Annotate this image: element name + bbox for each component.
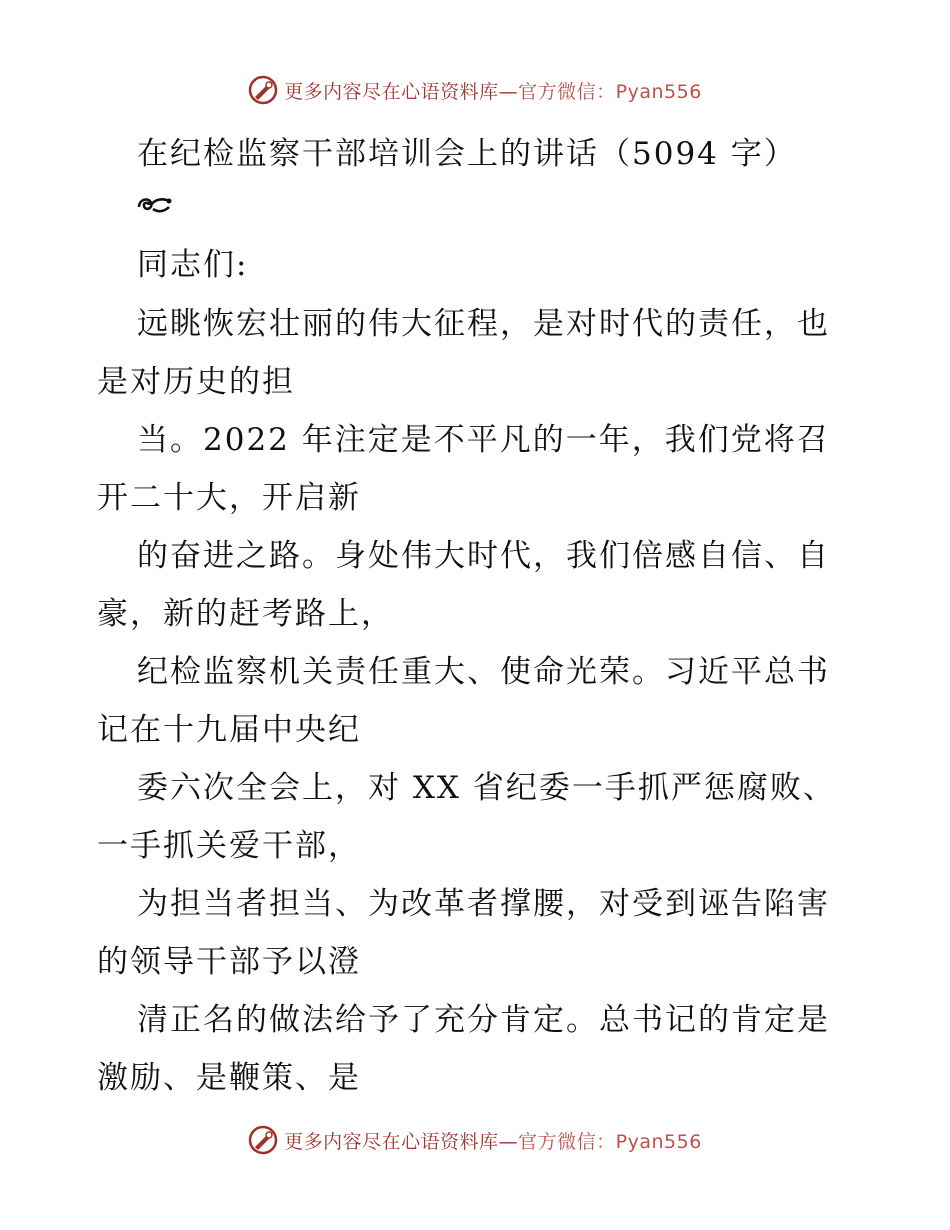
body-line-4: 开二十大，开启新	[97, 480, 361, 516]
banner-text-main: 更多内容尽在心语资料库	[284, 80, 499, 103]
banner-text	[284, 1127, 702, 1154]
quill-circle-logo-icon	[248, 75, 278, 105]
body-line-10: 一手抓关爱干部，	[97, 828, 361, 864]
salutation: 同志们:	[137, 247, 249, 283]
banner-text	[284, 77, 702, 104]
body-line-12: 的领导干部予以澄	[97, 944, 361, 980]
body-line-5: 的奋进之路。身处伟大时代，我们倍感自信、自	[137, 538, 830, 574]
header-banner	[0, 70, 950, 110]
banner-text-separator: —	[498, 80, 519, 103]
swirl-ornament-icon	[135, 193, 173, 219]
body-line-2: 是对历史的担	[97, 364, 295, 400]
banner-text-wechat: 官方微信：Pyan556	[518, 1130, 702, 1153]
footer-banner	[0, 1120, 950, 1160]
banner-text-separator: —	[498, 1130, 519, 1153]
banner-text-wechat: 官方微信：Pyan556	[518, 80, 702, 103]
body-line-3: 当。2022 年注定是不平凡的一年，我们党将召	[137, 422, 830, 458]
body-line-8: 记在十九届中央纪	[97, 712, 361, 748]
body-line-6: 豪，新的赶考路上，	[97, 596, 394, 632]
quill-circle-logo-icon	[248, 1125, 278, 1155]
body-line-11: 为担当者担当、为改革者撑腰，对受到诬告陷害	[137, 886, 830, 922]
body-line-13: 清正名的做法给予了充分肯定。总书记的肯定是	[137, 1002, 830, 1038]
body-line-9: 委六次全会上，对 XX 省纪委一手抓严惩腐败、	[137, 770, 836, 806]
document-title: 在纪检监察干部培训会上的讲话（5094 字）	[137, 136, 797, 172]
body-line-7: 纪检监察机关责任重大、使命光荣。习近平总书	[137, 654, 830, 690]
body-line-1: 远眺恢宏壮丽的伟大征程，是对时代的责任，也	[137, 306, 830, 342]
banner-text-main: 更多内容尽在心语资料库	[284, 1130, 499, 1153]
body-line-14: 激励、是鞭策、是	[97, 1060, 361, 1096]
